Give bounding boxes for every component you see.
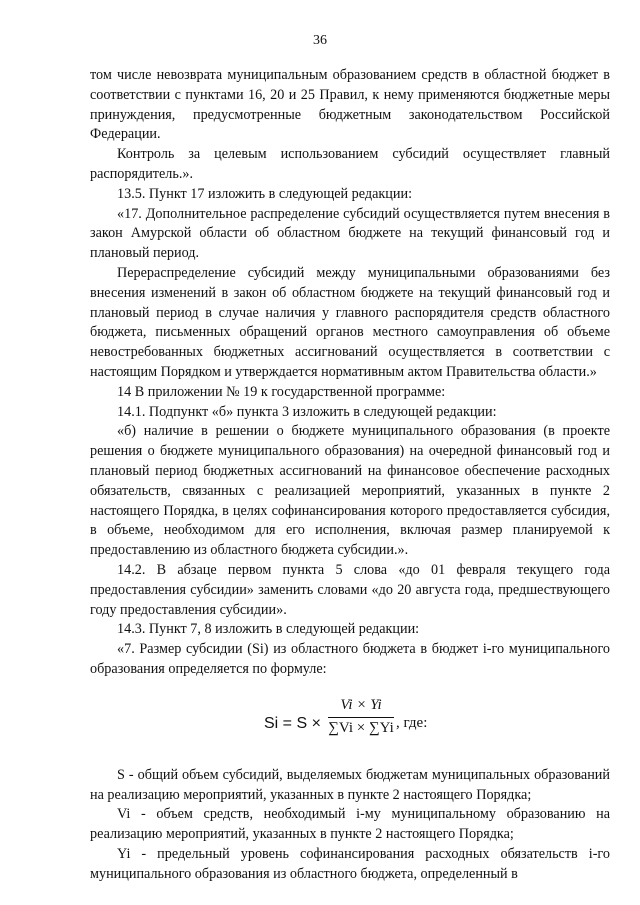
paragraph: 13.5. Пункт 17 изложить в следующей редакции: (117, 185, 413, 202)
paragraphs-after (90, 766, 610, 885)
paragraph: 14.1. Подпункт «б» пункта 3 изложить в следующей редакции: (117, 403, 497, 420)
paragraph: Vi - объем средств, необходимый i-му муниципальному образованию на реализацию мероприятий, указанных в пункте 2 настоящего Порядка; (90, 806, 610, 843)
paragraph: 14.2. В абзаце первом пункта 5 слова «до 01 февраля текущего года предоставления субсидии» заменить словами «до 20 августа года, предшествующего году предоставления субсидии». (90, 561, 610, 618)
paragraph: «б) наличие в решении о бюджете муниципального образования (в проекте решения о бюджете муниципального образования) на очередной финансовый год и плановый период бюджетных ассигнований на финансовое обеспечение расходных обязательств, связанных с реализацией мероприятий, указанных в пункте 2 настоящего Порядка, в целях софинансирования которого предоставляется субсидия, в объеме, необходимом для его исполнения, включая размер планируемой к предоставлению из областного бюджета субсидии.». (90, 423, 610, 559)
paragraph: 14 В приложении № 19 к государственной программе: (117, 383, 446, 400)
formula-numerator: Vi × Yi (328, 696, 394, 718)
paragraph: Yi - предельный уровень софинансирования расходных обязательств i-го муниципального образования из областного бюджета, определенный в (90, 845, 610, 882)
formula-denominator: ∑Vi × ∑Yi (328, 719, 394, 736)
document-body (90, 66, 610, 884)
paragraph: Перераспределение субсидий между муниципальными образованиями без внесения изменений в закон об областном бюджете на текущий финансовый год и плановый период в случае наличия у главного распорядителя средств областного бюджета, письменных обращений органов местного самоуправления об объеме невостребованных бюджетных ассигнований осуществляется в соответствии с настоящим Порядком и утверждается нормативным актом Правительства области.» (90, 264, 610, 380)
formula-fraction (328, 696, 394, 739)
formula (90, 694, 610, 752)
paragraphs-before (90, 66, 610, 680)
paragraph: «7. Размер субсидии (Si) из областного бюджета в бюджет i-го муниципального образования определяется по формуле: (90, 641, 610, 677)
formula-lhs: Si = S × (264, 714, 321, 732)
formula-tail: , где: (396, 714, 428, 731)
page-number: 36 (313, 33, 327, 48)
paragraph: «17. Дополнительное распределение субсидий осуществляется путем внесения в закон Амурской области об областном бюджете на текущий финансовый год и плановый период. (90, 205, 610, 262)
paragraph: Контроль за целевым использованием субсидий осуществляет главный распорядитель.». (90, 146, 610, 182)
paragraph: том числе невозврата муниципальным образованием средств в областной бюджет в соответствии с пунктами 16, 20 и 25 Правил, к нему применяются бюджетные меры принуждения, предусмотренные бюджетным законодательством Российской Федерации. (90, 67, 610, 143)
paragraph: 14.3. Пункт 7, 8 изложить в следующей редакции: (117, 621, 420, 638)
paragraph: S - общий объем субсидий, выделяемых бюджетам муниципальных образований на реализацию мероприятий, указанных в пункте 2 настоящего Порядка; (90, 766, 610, 803)
